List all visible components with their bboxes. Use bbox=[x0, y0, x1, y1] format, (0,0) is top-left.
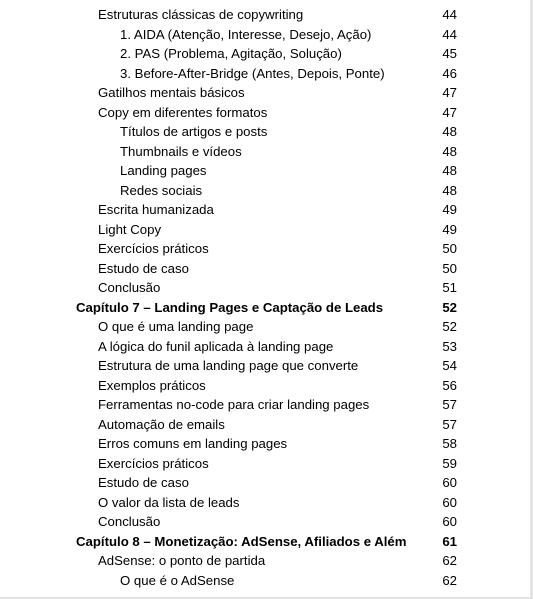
toc-entry-title: Exercícios práticos bbox=[98, 241, 209, 256]
toc-entry-page: 58 bbox=[442, 436, 457, 451]
toc-entry-page: 48 bbox=[442, 163, 457, 178]
toc-entry-page: 48 bbox=[442, 182, 457, 198]
toc-entry-title: A lógica do funil aplicada à landing page bbox=[98, 338, 334, 354]
toc-entry-title: Automação de emails bbox=[98, 416, 225, 432]
toc-entry-page: 50 bbox=[442, 241, 457, 256]
toc-entry-title: 2. PAS (Problema, Agitação, Solução) bbox=[120, 46, 342, 61]
toc-entry-page: 62 bbox=[442, 553, 457, 568]
toc-entry-page: 48 bbox=[442, 124, 457, 139]
toc-entry-title: Exemplos práticos bbox=[98, 377, 206, 393]
toc-entry-title: 3. Before-After-Bridge (Antes, Depois, Ponte) bbox=[120, 65, 385, 81]
toc-entry-page: 52 bbox=[442, 319, 457, 334]
toc-entry-page: 49 bbox=[442, 221, 457, 237]
toc-entry-title: Estrutura de uma landing page que converte bbox=[98, 358, 359, 373]
toc-entry-page: 46 bbox=[442, 65, 457, 81]
toc-entry[interactable] bbox=[0, 493, 533, 513]
toc-entry[interactable] bbox=[0, 512, 533, 532]
toc-entry-page: 51 bbox=[442, 280, 457, 295]
toc-entry-title: Light Copy bbox=[98, 221, 162, 237]
toc-entry-page: 49 bbox=[442, 202, 457, 217]
toc-entry-title: Títulos de artigos e posts bbox=[120, 124, 268, 139]
toc-entry[interactable] bbox=[0, 337, 533, 357]
toc-entry-title: Exercícios práticos bbox=[98, 455, 209, 471]
toc-entry-title: O que é uma landing page bbox=[98, 319, 254, 334]
toc-entry[interactable] bbox=[0, 415, 533, 435]
toc-entry-title: Thumbnails e vídeos bbox=[120, 143, 242, 159]
toc-entry[interactable] bbox=[0, 200, 533, 220]
toc-chapter-title: Capítulo 7 – Landing Pages e Captação de Leads bbox=[76, 299, 384, 315]
toc-entry[interactable] bbox=[0, 278, 533, 298]
toc-entry-page: 57 bbox=[442, 416, 457, 432]
toc-entry-page: 57 bbox=[442, 397, 457, 412]
toc-entry-title: Copy em diferentes formatos bbox=[98, 104, 268, 120]
toc-entry-title: Erros comuns em landing pages bbox=[98, 436, 288, 451]
toc-entry-title: O que é o AdSense bbox=[120, 572, 235, 588]
toc-entry[interactable] bbox=[0, 142, 533, 162]
toc-entry[interactable] bbox=[0, 220, 533, 240]
toc-chapter-page: 52 bbox=[442, 299, 457, 315]
toc-entry[interactable] bbox=[0, 356, 533, 376]
toc-entry[interactable] bbox=[0, 5, 533, 25]
toc-entry[interactable] bbox=[0, 181, 533, 201]
toc-entry[interactable] bbox=[0, 239, 533, 259]
toc-entry-page: 48 bbox=[442, 143, 457, 159]
toc-entry-title: Estudo de caso bbox=[98, 475, 189, 490]
toc-entry-title: Gatilhos mentais básicos bbox=[98, 85, 245, 100]
toc-entry-page: 53 bbox=[442, 338, 457, 354]
toc-entry-title: 1. AIDA (Atenção, Interesse, Desejo, Ação) bbox=[120, 26, 372, 42]
toc-entry-page: 44 bbox=[442, 7, 457, 22]
toc-entry[interactable] bbox=[0, 551, 533, 571]
toc-entry-title: Landing pages bbox=[120, 163, 207, 178]
toc-entry[interactable] bbox=[0, 103, 533, 123]
toc-entry-page: 62 bbox=[442, 572, 457, 588]
toc-entry-page: 56 bbox=[442, 377, 457, 393]
toc-entry-page: 60 bbox=[442, 514, 457, 529]
toc-entry[interactable] bbox=[0, 161, 533, 181]
toc-entry-title: Escrita humanizada bbox=[98, 202, 214, 217]
toc-entry[interactable] bbox=[0, 64, 533, 84]
toc-entry[interactable] bbox=[0, 571, 533, 591]
toc-entry-page: 45 bbox=[442, 46, 457, 61]
toc-entry[interactable] bbox=[0, 25, 533, 45]
toc-entry[interactable] bbox=[0, 83, 533, 103]
toc-entry-page: 47 bbox=[442, 104, 457, 120]
table-of-contents bbox=[0, 5, 533, 590]
toc-entry-title: O valor da lista de leads bbox=[98, 494, 240, 510]
toc-chapter-heading[interactable] bbox=[0, 298, 533, 318]
toc-entry-title: Conclusão bbox=[98, 514, 161, 529]
toc-entry-page: 60 bbox=[442, 494, 457, 510]
toc-entry-page: 59 bbox=[442, 455, 457, 471]
toc-entry[interactable] bbox=[0, 317, 533, 337]
toc-chapter-title: Capítulo 8 – Monetização: AdSense, Afiliados e Além bbox=[76, 533, 407, 549]
toc-entry[interactable] bbox=[0, 473, 533, 493]
toc-entry[interactable] bbox=[0, 44, 533, 64]
toc-entry-title: Redes sociais bbox=[120, 182, 203, 198]
toc-entry[interactable] bbox=[0, 122, 533, 142]
toc-chapter-page: 61 bbox=[442, 533, 457, 549]
toc-entry-page: 60 bbox=[442, 475, 457, 490]
toc-chapter-heading[interactable] bbox=[0, 532, 533, 552]
toc-entry[interactable] bbox=[0, 376, 533, 396]
toc-entry[interactable] bbox=[0, 454, 533, 474]
toc-entry[interactable] bbox=[0, 395, 533, 415]
toc-entry-title: AdSense: o ponto de partida bbox=[98, 553, 266, 568]
toc-entry-page: 50 bbox=[442, 260, 457, 276]
toc-entry[interactable] bbox=[0, 434, 533, 454]
toc-entry-title: Ferramentas no-code para criar landing pages bbox=[98, 397, 370, 412]
toc-entry-page: 47 bbox=[442, 85, 457, 100]
toc-entry-page: 54 bbox=[442, 358, 457, 373]
toc-entry[interactable] bbox=[0, 259, 533, 279]
toc-entry-page: 44 bbox=[442, 26, 457, 42]
toc-entry-title: Conclusão bbox=[98, 280, 161, 295]
toc-entry-title: Estudo de caso bbox=[98, 260, 189, 276]
toc-entry-title: Estruturas clássicas de copywriting bbox=[98, 7, 304, 22]
